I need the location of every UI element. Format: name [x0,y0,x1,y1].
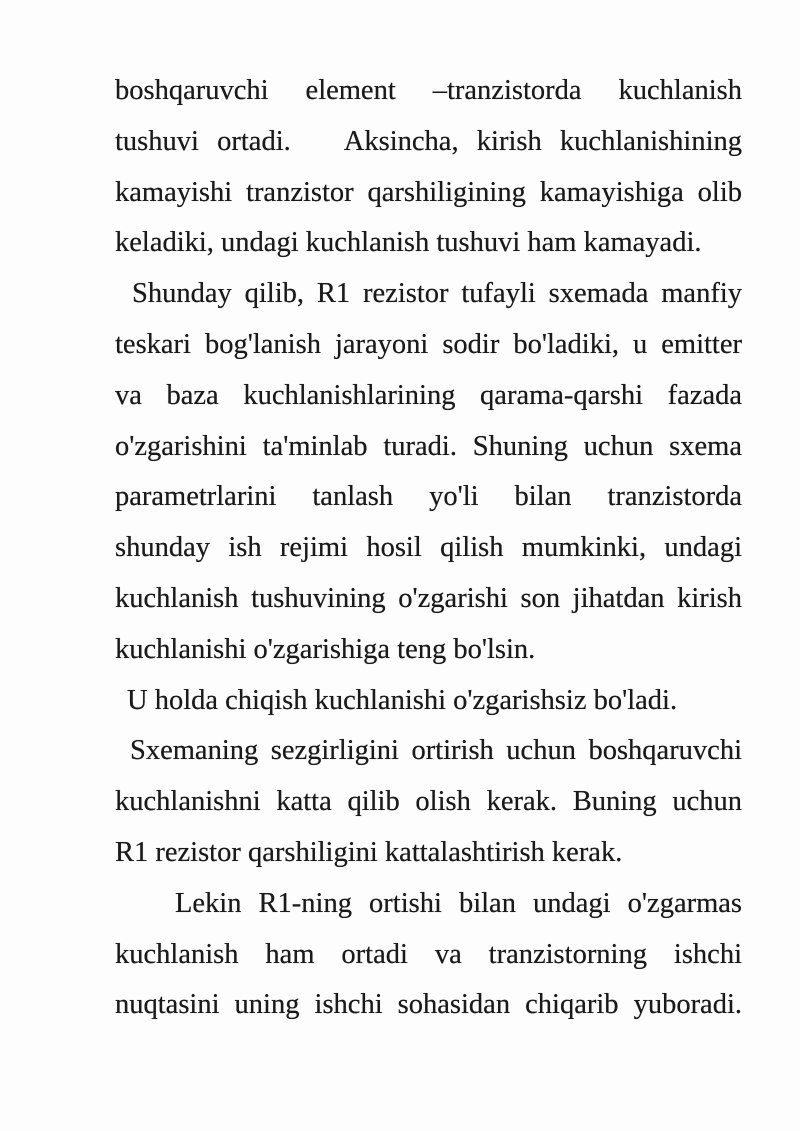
text-line: shunday ish rejimi hosil qilish mumkinki, undagi [115,532,742,564]
paragraph [115,676,742,727]
text-line: R1 rezistor qarshiligini kattalashtirish kerak. [115,836,623,868]
text-line: keladiki, undagi kuchlanish tushuvi ham kamayadi. [115,227,702,259]
text-block [115,66,742,1031]
text-line: U holda chiqish kuchlanishi o'zgarishsiz bo'ladi. [127,684,678,716]
text-line: tushuvi ortadi. Aksincha, kirish kuchlanishining [115,125,742,157]
text-line: va baza kuchlanishlarining qarama-qarshi fazada [115,379,742,411]
text-line: parametrlarini tanlash yo'li bilan tranzistorda [115,481,742,513]
text-line: nuqtasini uning ishchi sohasidan chiqarib yuboradi. [115,989,742,1021]
text-line: kamayishi tranzistor qarshiligining kamayishiga olib [115,176,742,208]
text-line: kuchlanish tushuvining o'zgarishi son jihatdan kirish [115,582,742,614]
text-line: Lekin R1-ning ortishi bilan undagi o'zgarmas [175,887,742,919]
text-line: kuchlanishi o'zgarishiga teng bo'lsin. [115,633,536,665]
text-line: teskari bog'lanish jarayoni sodir bo'ladiki, u emitter [115,328,742,360]
text-line: o'zgarishini ta'minlab turadi. Shuning uchun sxema [115,430,742,462]
text-line: Sxemaning sezgirligini ortirish uchun boshqaruvchi [130,735,742,767]
text-line: boshqaruvchi element –tranzistorda kuchlanish [115,75,742,106]
paragraph [115,66,742,269]
paragraph [115,269,742,675]
text-line: kuchlanish ham ortadi va tranzistorning ishchi [115,938,742,970]
paragraph [115,879,742,1031]
text-line: Shunday qilib, R1 rezistor tufayli sxemada manfiy [132,278,742,310]
paragraph [115,726,742,878]
text-line: kuchlanishni katta qilib olish kerak. Buning uchun [115,786,742,818]
